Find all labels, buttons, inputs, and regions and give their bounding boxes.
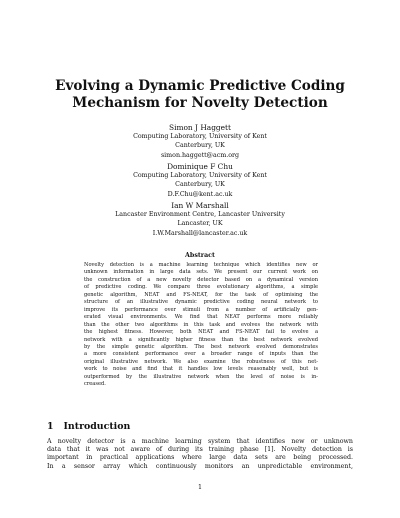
intro-line: data that it was not aware of during its training phase [1]. Novelty detection is: [47, 446, 353, 454]
abstract-line: the highest fitness. However, both NEAT and FS-NEAT fail to evolve a: [84, 329, 318, 336]
author-affiliation: Computing Laboratory, University of Kent: [133, 133, 267, 141]
section-title: Introduction: [63, 421, 131, 432]
abstract-line: outperformed by the illustrative network when the level of noise is in-: [84, 373, 318, 380]
abstract-line: than the other two algorithms in this task and evolves the network with: [84, 321, 318, 328]
intro-line: A novelty detector is a machine learning system that identifies new or unknown: [47, 438, 353, 445]
author-block-2: [40, 162, 360, 199]
author-email: D.F.Chu@kent.ac.uk: [167, 190, 233, 198]
author-block-1: [40, 123, 360, 160]
author-block-3: [40, 201, 360, 238]
abstract-line: unknown information in large data sets. We present our current work on: [84, 269, 318, 276]
abstract-line: creased.: [84, 381, 106, 388]
abstract-body: [84, 262, 318, 389]
author-name: Simon J Haggett: [169, 123, 231, 132]
author-affiliation: Computing Laboratory, University of Kent: [133, 172, 267, 180]
author-email: simon.haggett@acm.org: [160, 151, 240, 159]
abstract-line: Novelty detection is a machine learning technique which identifies new or: [84, 262, 318, 268]
paper-title: [40, 78, 360, 112]
abstract-line: a more consistent performance over a broader range of inputs than the: [84, 351, 318, 358]
author-affiliation: Lancaster Environment Centre, Lancaster University: [115, 211, 285, 219]
section-number: 1: [47, 421, 54, 432]
author-location: Lancaster, UK: [177, 220, 223, 228]
intro-line: In a sensor array which continuously monitors an unpredictable environment,: [47, 462, 353, 470]
abstract-line: work to noise and find that it handles low levels reasonably well, but is: [84, 366, 318, 373]
abstract-line: improve its performance over stimuli from a number of artificially gen-: [84, 306, 318, 313]
abstract-line: genetic algorithm, NEAT and FS-NEAT, for the task of optimising the: [84, 291, 318, 298]
author-name: Ian W Marshall: [171, 201, 229, 210]
title-line-1: Evolving a Dynamic Predictive Coding: [55, 78, 345, 94]
abstract-line: network with a significantly higher fitness than the best network evolved: [84, 336, 318, 343]
author-location: Canterbury, UK: [175, 181, 225, 189]
page-number: 1: [197, 484, 202, 491]
abstract-line: structure of an illustrative dynamic predictive coding neural network to: [84, 299, 318, 306]
abstract-line: by the simple genetic algorithm. The best network evolved demonstrates: [84, 343, 318, 350]
abstract-heading: Abstract: [185, 252, 215, 259]
title-line-2: Mechanism for Novelty Detection: [72, 95, 328, 111]
abstract-line: the construction of a new novelty detector based on a dynamical version: [84, 276, 318, 283]
abstract-line: erated visual environments. We find that NEAT performs more reliably: [84, 314, 318, 321]
intro-line: important in practical applications where large data sets are being processed.: [47, 454, 353, 462]
introduction-body: [47, 438, 353, 471]
abstract-line: of predictive coding. We compare three evolutionary algorithms, a simple: [84, 284, 318, 291]
abstract-line: original illustrative network. We also examine the robustness of this net-: [84, 358, 318, 365]
author-name: Dominique F Chu: [167, 162, 233, 171]
author-location: Canterbury, UK: [175, 142, 225, 150]
section-heading-introduction: [47, 421, 130, 432]
author-email: I.W.Marshall@lancaster.ac.uk: [152, 229, 248, 237]
